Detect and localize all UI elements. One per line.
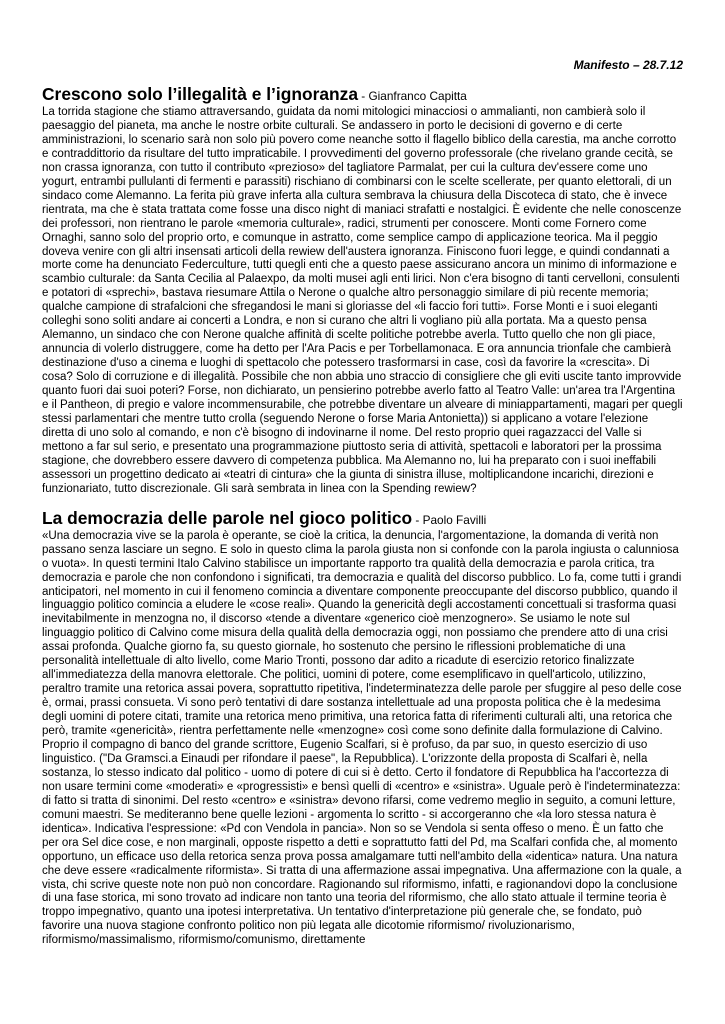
article-2-heading bbox=[42, 507, 683, 530]
article-2-author: Paolo Favilli bbox=[422, 512, 487, 527]
article-1-author-separator: - bbox=[358, 89, 369, 103]
article-1-body: La torrida stagione che stiamo attraversando, guidata da nomi mitologici minacciosi o ammalianti, non cambierà solo il paesaggio del pianeta, ma anche le nostre orbite culturali. Se andassero in porto le decisioni di governo e di certe amministrazioni, lo scenario sarà non solo più povero come neanche sotto il flagello biblico della carestia, ma anche corrotto e contraddittorio da risultare del tutto impraticabile. I provvedimenti del governo professorale (che rivelano grande cecità, se non crassa ignoranza, con tutto il contributo «prezioso» del tagliatore Parmalat, per cui la cultura dev'essere come uno yogurt, entrambi pullulanti di fermenti e parassiti) rischiano di combinarsi con le scelte scellerate, per quanto elettorali, di un sindaco come Alemanno. La ferita più grave inferta alla cultura sembrava la chiusura della Discoteca di stato, che è invece rientrata, ma che è stata trattata come fosse una disco night di maniaci strafatti e nostalgici. È evidente che nelle conoscenze dei professori, non rientrano le parole «memoria culturale», radici, strumenti per conoscere. Monti come Fornero come Ornaghi, sanno solo del proprio orto, e comunque in astratto, come semplice campo di applicazione teorica. Ma il peggio doveva venire con gli altri insensati articoli della rewiew dell'austera ignoranza. Finiscono fuori legge, e quindi condannati a morte come ha denunciato Federculture, tutti quegli enti che a questo paese assicurano ancora un minimo di informazione e scambio culturale: da Santa Cecilia al Palaexpo, da molti musei agli enti lirici. Non c'era bisogno di tanti cervelloni, consulenti e potatori di «sprechi», bastava riesumare Attila o Nerone o qualche altro personaggio similare di più recente memoria; qualche campione di strafalcioni che sfregandosi le mani si gloriasse del «li faccio fori tutti». Forse Monti e i suoi eleganti colleghi sono soliti andare ai concerti a Londra, e non si curano che altri li vogliano più alla portata. Ma a questo pensa Alemanno, un sindaco che con Nerone qualche affinità di scelte politiche potrebbe averla. Tutto quello che non gli piace, annuncia di volerlo distruggere, come ha detto per l'Ara Pacis e per Torbellamonaca. E ora annuncia trionfale che cambierà destinazione d'uso a cinema e luoghi di spettacolo che potessero trasformarsi in case, così da favorire la «crescita». Di cosa? Solo di corruzione e di illegalità. Possibile che non abbia uno straccio di consigliere che gli eviti uscite tanto improvvide quanto fuori dai suoi poteri? Forse, non dichiarato, un pensierino potrebbe averlo fatto al Teatro Valle: un'area tra l'Argentina e il Pantheon, di pregio e valore incommensurabile, che potrebbe diventare un alveare di miniappartamenti, magari per quegli stessi parlamentari che mentre tutto crolla (seguendo Nerone o forse Maria Antonietta)) si applicano a votare l'elezione diretta di uno solo al comando, e non c'è bisogno di indovinarne il nome. Del resto proprio quei ragazzacci del Valle si mettono a far sul serio, e presentato una programmazione piuttosto seria di attività, spettacoli e laboratori per la prossima stagione, che dovrebbero essere davvero di competenza pubblica. Ma Alemanno no, lui ha preparato con i suoi ineffabili assessori un progettino dedicato ai «teatri di cintura» che la giunta di sinistra illuse, moltiplicandone incarichi, direzioni e funzionariato, tutto discrezionale. Gli sarà sembrata in linea con la Spending rewiew? bbox=[42, 106, 683, 495]
source-date-line: Manifesto – 28.7.12 bbox=[573, 58, 683, 72]
article-2-body: «Una democrazia vive se la parola è operante, se cioè la critica, la denuncia, l'argomentazione, la domanda di verità non passano senza lasciare un segno. E solo in questo clima la parola giusta non si confonde con la parola ingiusta o calunniosa o vuota». In questi termini Italo Calvino stabilisce un importante rapporto tra qualità della democrazia e parola critica, tra democrazia e parole che non confondono i significati, tra democrazia e qualità del discorso pubblico. Lo fa, come tutti i grandi anticipatori, nel momento in cui il fenomeno comincia a diventare componente preoccupante del discorso pubblico, quando il linguaggio politico comincia a eludere le «cose reali». Quando la genericità degli accostamenti concettuali si trasforma quasi inevitabilmente in menzogna no, il discorso «tende a diventare «generico cioè menzognero». Se usiamo le note sul linguaggio politico di Calvino come misura della qualità della democrazia oggi, non possiamo che prendere atto di una crisi assai profonda. Qualche giorno fa, su questo giornale, ho sostenuto che persino le riflessioni problematiche di una personalità intellettuale di alto livello, come Mario Tronti, possono dar adito a ricadute di esercizio retorico finalizzate all'immediatezza della manovra elettorale. Che politici, uomini di potere, come esemplificavo in quell'articolo, utilizzino, peraltro tramite una retorica assai povera, soprattutto ripetitiva, l'indeterminatezza delle parole per sfuggire al peso delle cose è, ormai, prassi consueta. Vi sono però tentativi di dare sostanza intellettuale ad una proposta politica che è la medesima degli uomini di potere citati, tramite una retorica meno primitiva, una retorica fatta di riferimenti culturali alti, una retorica che però, tramite «genericità», rientra perfettamente nelle «menzogne» così come sono definite dalla formulazione di Calvino. Proprio il compagno di banco del grande scrittore, Eugenio Scalfari, si è profuso, da par suo, in questo esercizio di uso linguistico. ("Da Gramsci.a Einaudi per rifondare il paese", la Repubblica). L'orizzonte della proposta di Scalfari è, nella sostanza, lo stesso indicato dal politico - uomo di potere di cui si è detto. Certo il fondatore di Repubblica ha l'accortezza di non usare termini come «moderati» e «progressisti» e bensì quelli di «centro» e «sinistra». Uguale però è l'indeterminatezza: di fatto si tratta di sinonimi. Del resto «centro» e «sinistra» devono rifarsi, come vedremo meglio in seguito, a comuni letture, comuni maestri. Se mediteranno bene quelle lezioni - argomenta lo scritto - si accorgeranno che «la loro stessa natura è identica». Indicativa l'espressione: «Pd con Vendola in pancia». Non so se Vendola si senta offeso o meno. È un fatto che per ora Sel dice cose, e non marginali, opposte rispetto a detti e soprattutto fatti del Pd, ma Scalfari confida che, al momento opportuno, un efficace uso della retorica senza prova possa amalgamare tutti nell'ambito della «identica» natura. Una natura che deve essere «radicalmente riformista». Si tratta di una affermazione assai impegnativa. Una affermazione con la quale, a vista, chi scrive queste note non può non concordare. Ragionando sul riformismo, infatti, e ragionandovi dopo la conclusione di una fase storica, mi sono trovato ad indicare non tanto una teoria del riformismo, che allo stato attuale il termine teoria è troppo impegnativo, quanto una ipotesi interpretativa. Un tentativo d'interpretazione più generale che, se fondato, può favorire una nuova stagione confronto politico non più legata alle dicotomie riformismo/ rivoluzionarismo, riformismo/massimalismo, riformismo/comunismo, direttamente bbox=[42, 529, 682, 947]
article-1-author: Gianfranco Capitta bbox=[368, 89, 467, 103]
article-1 bbox=[42, 83, 683, 497]
article-1-heading bbox=[42, 83, 683, 106]
article-2-author-separator: - bbox=[412, 512, 423, 527]
document-page bbox=[42, 58, 683, 958]
article-2 bbox=[42, 507, 683, 949]
article-2-title: La democrazia delle parole nel gioco politico bbox=[42, 507, 413, 528]
article-1-title: Crescono solo l’illegalità e l’ignoranza bbox=[42, 84, 359, 104]
